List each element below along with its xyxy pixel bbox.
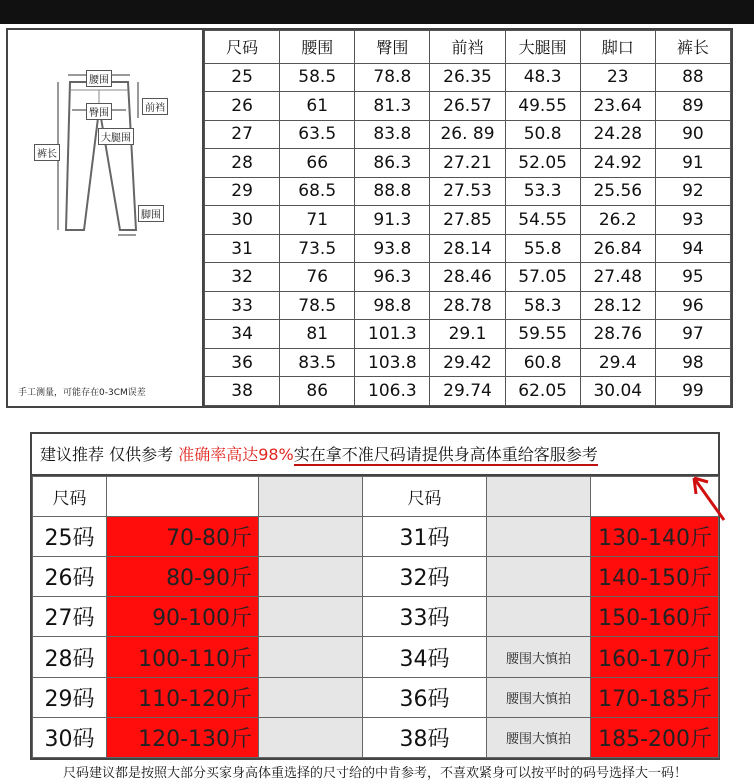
measurement-cell: 96	[655, 291, 730, 320]
table-row	[33, 557, 719, 597]
measurement-header: 臀围	[355, 31, 430, 64]
measurement-cell: 101.3	[355, 320, 430, 349]
size-tip	[487, 597, 591, 637]
measurement-cell: 25.56	[580, 177, 655, 206]
size-label: 33码	[363, 597, 487, 637]
measurement-cell: 97	[655, 320, 730, 349]
measurement-cell: 58.3	[505, 291, 580, 320]
table-row	[33, 637, 719, 677]
measurement-header: 大腿围	[505, 31, 580, 64]
top-dark-bar	[0, 0, 754, 24]
measurement-header: 脚口	[580, 31, 655, 64]
measurement-cell: 93.8	[355, 234, 430, 263]
measurement-cell: 27.21	[430, 149, 505, 178]
measurement-cell: 26.2	[580, 206, 655, 235]
label-length: 裤长	[34, 144, 60, 161]
measurement-cell: 26.57	[430, 92, 505, 121]
measurement-cell: 27.85	[430, 206, 505, 235]
measurement-cell: 28	[205, 149, 280, 178]
measurement-cell: 103.8	[355, 348, 430, 377]
measurement-header: 腰围	[280, 31, 355, 64]
table-row	[33, 597, 719, 637]
recommendation-banner	[32, 434, 718, 476]
table-row	[205, 348, 731, 377]
empty-cell	[259, 477, 363, 517]
weight-range: 185-200斤	[591, 717, 719, 757]
measurement-cell: 91	[655, 149, 730, 178]
measurement-cell: 86.3	[355, 149, 430, 178]
size-tip: 腰围大慎拍	[487, 717, 591, 757]
measurement-cell: 83.5	[280, 348, 355, 377]
measurement-cell: 60.8	[505, 348, 580, 377]
table-row	[33, 717, 719, 757]
measurement-cell: 48.3	[505, 63, 580, 92]
measurement-cell: 89	[655, 92, 730, 121]
table-row	[205, 320, 731, 349]
empty-cell	[107, 477, 259, 517]
measurement-cell: 94	[655, 234, 730, 263]
measurement-cell: 81.3	[355, 92, 430, 121]
empty-cell	[487, 477, 591, 517]
measurement-cell: 38	[205, 377, 280, 406]
measurement-cell: 98.8	[355, 291, 430, 320]
measurement-cell: 76	[280, 263, 355, 292]
table-row	[205, 263, 731, 292]
size-label: 34码	[363, 637, 487, 677]
size-tip: 腰围大慎拍	[487, 637, 591, 677]
measurement-cell: 91.3	[355, 206, 430, 235]
measurement-cell: 29	[205, 177, 280, 206]
measurement-cell: 71	[280, 206, 355, 235]
measurement-cell: 61	[280, 92, 355, 121]
table-row	[205, 63, 731, 92]
measurement-cell: 66	[280, 149, 355, 178]
weight-range: 130-140斤	[591, 517, 719, 557]
weight-range: 170-185斤	[591, 677, 719, 717]
table-row	[33, 517, 719, 557]
weight-range: 140-150斤	[591, 557, 719, 597]
measurement-cell: 26. 89	[430, 120, 505, 149]
red-arrow-icon	[688, 472, 732, 528]
size-label: 36码	[363, 677, 487, 717]
weight-range: 110-120斤	[107, 677, 259, 717]
measurement-cell: 73.5	[280, 234, 355, 263]
measurement-cell: 26	[205, 92, 280, 121]
measurement-cell: 28.78	[430, 291, 505, 320]
weight-range: 150-160斤	[591, 597, 719, 637]
size-label: 25码	[33, 517, 107, 557]
size-label: 26码	[33, 557, 107, 597]
measurement-cell: 99	[655, 377, 730, 406]
measurement-cell: 92	[655, 177, 730, 206]
recommendation-header-row	[33, 477, 719, 517]
measurement-cell: 58.5	[280, 63, 355, 92]
size-label: 27码	[33, 597, 107, 637]
measurement-cell: 88	[655, 63, 730, 92]
measurement-cell: 36	[205, 348, 280, 377]
measurement-cell: 49.55	[505, 92, 580, 121]
measurement-cell: 50.8	[505, 120, 580, 149]
table-row	[205, 291, 731, 320]
weight-range: 120-130斤	[107, 717, 259, 757]
table-row	[33, 677, 719, 717]
empty-cell	[259, 637, 363, 677]
measurement-cell: 93	[655, 206, 730, 235]
measurement-cell: 53.3	[505, 177, 580, 206]
measurement-cell: 28.76	[580, 320, 655, 349]
measurement-cell: 81	[280, 320, 355, 349]
measurement-cell: 29.74	[430, 377, 505, 406]
weight-range: 160-170斤	[591, 637, 719, 677]
measurement-cell: 27.48	[580, 263, 655, 292]
measurement-cell: 27.53	[430, 177, 505, 206]
weight-range: 100-110斤	[107, 637, 259, 677]
size-header-left: 尺码	[33, 477, 107, 517]
measurement-cell: 31	[205, 234, 280, 263]
measurement-note: 手工测量，可能存在0-3CM误差	[18, 388, 146, 398]
weight-range: 80-90斤	[107, 557, 259, 597]
measurement-cell: 26.35	[430, 63, 505, 92]
measurement-cell: 96.3	[355, 263, 430, 292]
label-hem: 脚围	[138, 205, 164, 222]
size-label: 29码	[33, 677, 107, 717]
table-row	[205, 92, 731, 121]
weight-range: 90-100斤	[107, 597, 259, 637]
measurement-cell: 28.46	[430, 263, 505, 292]
measurement-cell: 86	[280, 377, 355, 406]
measurement-cell: 57.05	[505, 263, 580, 292]
measurement-cell: 24.28	[580, 120, 655, 149]
measurement-cell: 78.5	[280, 291, 355, 320]
measurement-cell: 78.8	[355, 63, 430, 92]
size-label: 31码	[363, 517, 487, 557]
table-row	[205, 206, 731, 235]
size-tip	[487, 557, 591, 597]
pants-diagram	[8, 30, 204, 406]
measurement-cell: 52.05	[505, 149, 580, 178]
measurement-cell: 83.8	[355, 120, 430, 149]
measurement-cell: 28.14	[430, 234, 505, 263]
size-label: 30码	[33, 717, 107, 757]
measurement-header: 前裆	[430, 31, 505, 64]
measurement-cell: 26.84	[580, 234, 655, 263]
measurement-cell: 29.1	[430, 320, 505, 349]
table-row	[205, 149, 731, 178]
size-label: 38码	[363, 717, 487, 757]
banner-accuracy: 准确率高达98%	[178, 445, 294, 464]
measurement-cell: 90	[655, 120, 730, 149]
recommendation-table	[32, 476, 719, 758]
label-rise: 前裆	[142, 98, 168, 115]
size-recommendation	[30, 432, 720, 760]
empty-cell	[259, 597, 363, 637]
label-hip: 臀围	[86, 103, 112, 120]
measurement-cell: 32	[205, 263, 280, 292]
empty-cell	[259, 717, 363, 757]
measurement-cell: 54.55	[505, 206, 580, 235]
size-header-right: 尺码	[363, 477, 487, 517]
size-tip	[487, 517, 591, 557]
measurement-cell: 29.4	[580, 348, 655, 377]
measurement-cell: 29.42	[430, 348, 505, 377]
measurement-cell: 23	[580, 63, 655, 92]
table-row	[205, 234, 731, 263]
measurement-header: 尺码	[205, 31, 280, 64]
label-waist: 腰围	[86, 70, 112, 87]
banner-intro: 建议推荐 仅供参考	[40, 445, 179, 464]
measurement-cell: 34	[205, 320, 280, 349]
measurement-cell: 27	[205, 120, 280, 149]
measurement-cell: 95	[655, 263, 730, 292]
measurement-cell: 30	[205, 206, 280, 235]
measurement-cell: 28.12	[580, 291, 655, 320]
measurement-header-row	[205, 31, 731, 64]
measurement-cell: 33	[205, 291, 280, 320]
measurement-cell: 63.5	[280, 120, 355, 149]
weight-range: 70-80斤	[107, 517, 259, 557]
measurement-header: 裤长	[655, 31, 730, 64]
size-tip: 腰围大慎拍	[487, 677, 591, 717]
recommendation-footer: 尺码建议都是按照大部分买家身高体重选择的尺寸给的中肯参考，不喜欢紧身可以按平时的码号选择大一码！	[62, 766, 687, 781]
measurement-cell: 55.8	[505, 234, 580, 263]
empty-cell	[259, 557, 363, 597]
measurement-cell: 62.05	[505, 377, 580, 406]
measurement-table	[204, 30, 731, 406]
label-thigh: 大腿围	[98, 128, 134, 145]
measurement-cell: 23.64	[580, 92, 655, 121]
measurement-cell: 25	[205, 63, 280, 92]
empty-cell	[259, 517, 363, 557]
measurement-cell: 68.5	[280, 177, 355, 206]
table-row	[205, 177, 731, 206]
measurement-chart	[6, 28, 733, 408]
measurement-cell: 98	[655, 348, 730, 377]
measurement-cell: 24.92	[580, 149, 655, 178]
measurement-cell: 106.3	[355, 377, 430, 406]
measurement-cell: 30.04	[580, 377, 655, 406]
table-row	[205, 120, 731, 149]
size-label: 28码	[33, 637, 107, 677]
empty-cell	[259, 677, 363, 717]
table-row	[205, 377, 731, 406]
banner-advice: 实在拿不准尺码请提供身高体重给客服参考	[293, 445, 598, 464]
size-label: 32码	[363, 557, 487, 597]
measurement-cell: 59.55	[505, 320, 580, 349]
measurement-cell: 88.8	[355, 177, 430, 206]
